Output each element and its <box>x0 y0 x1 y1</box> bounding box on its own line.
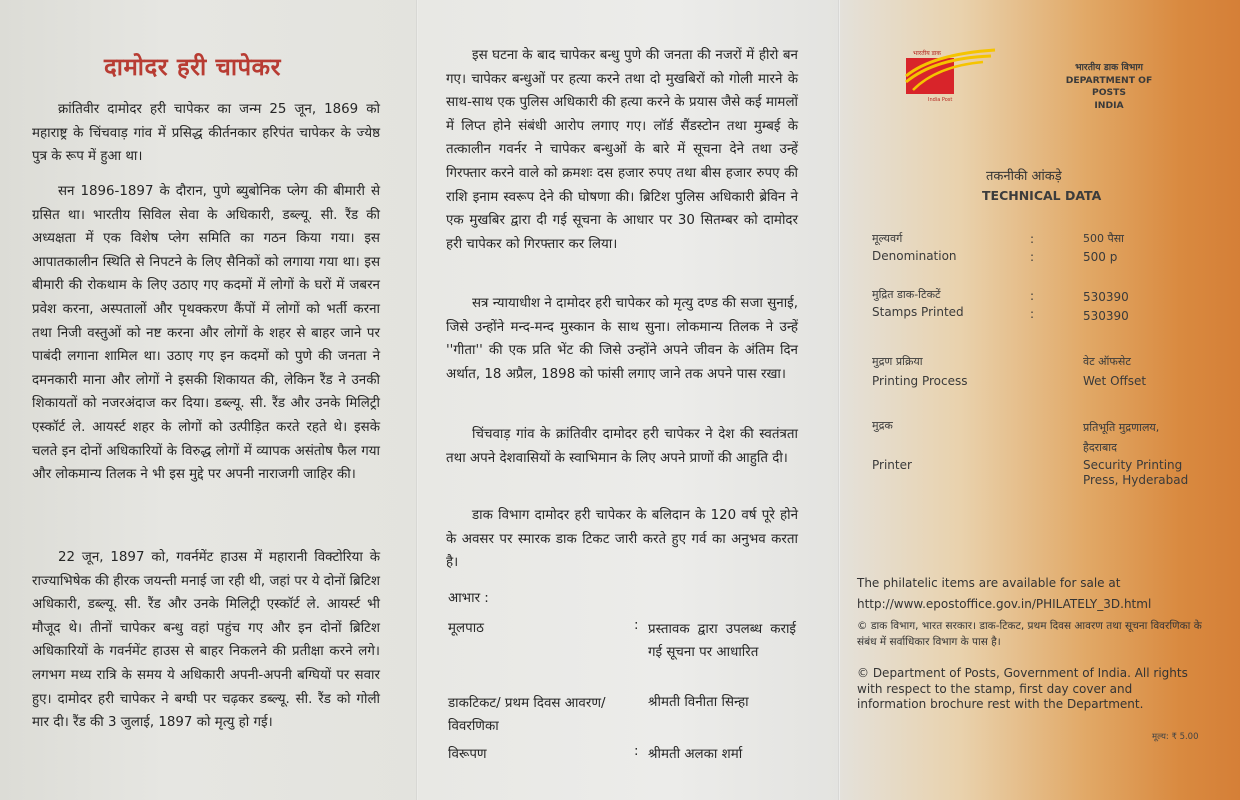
printing-process-label-hi: मुद्रण प्रक्रिया <box>872 355 923 368</box>
technical-data-heading-en: TECHNICAL DATA <box>982 188 1102 203</box>
india-post-logo <box>903 46 999 104</box>
middle-paragraph-3-text: चिंचवाड़ गांव के क्रांतिवीर दामोदर हरी चापेकर ने देश की स्वतंत्रता तथा अपने देशवासियों के स्वाभिमान के लिए अपने प्राणों की आहुति दी। <box>446 427 798 466</box>
printer-label: Printer <box>872 458 912 472</box>
left-paragraph-3 <box>32 546 380 735</box>
denomination-colon: : <box>1030 250 1035 264</box>
philately-url-link[interactable]: http://www.epostoffice.gov.in/PHILATELY_3D.html <box>857 597 1152 611</box>
middle-paragraph-4-text: डाक विभाग दामोदर हरी चापेकर के बलिदान के 120 वर्ष पूरे होने के अवसर पर स्मारक डाक टिकट जारी करते हुए गर्व का अनुभव करता है। <box>446 508 798 571</box>
stamps-printed-colon-hi: : <box>1030 289 1035 303</box>
middle-panel <box>418 0 840 800</box>
left-panel <box>0 0 418 800</box>
credit-value-cancellation: श्रीमती अलका शर्मा <box>648 747 743 762</box>
denomination-value: 500 p <box>1083 250 1118 264</box>
technical-data-heading-hi: तकनीकी आंकड़े <box>986 169 1062 184</box>
copyright-en: © Department of Posts, Government of India. All rights with respect to the stamp, first day cover and information brochure rest with the Department. <box>857 666 1188 711</box>
denomination-colon-hi: : <box>1030 232 1035 246</box>
printer-value: Security Printing Press, Hyderabad <box>1083 458 1189 487</box>
left-paragraph-2-text: सन 1896-1897 के दौरान, पुणे ब्युबोनिक प्लेग की बीमारी से ग्रसित था। भारतीय सिविल सेवा के अधिकारी, डब्ल्यू. सी. रैंड की अध्यक्षता में एक विशेष प्लेग समिति का गठन किया गया। इस आपातकालीन स्थिति से निपटने के लिए सैनिकों को लगाया गया था। इस बीमारी की रोकथाम के लिए उठाए गए कदमों में लोगों के घरों में जबरन प्रवेश करना, अस्पतालों और पृथक्करण कैंपों में लोगों को भर्ती करना तथा निजी वस्तुओं को नष्ट करना और लोगों के शहर से बाहर जाने पर पाबंदी लगाना शामिल था। उठाए गए इन कदमों को पुणे की जनता ने दमनकारी माना और लोगों ने इसकी शिकायत की, लेकिन रैंड ने उनकी शिकायतों को नजरअंदाज कर दिया। डब्ल्यू. सी. रैंड और उनके मिलिट्री एस्कॉर्ट ले. आयर्स्ट शहर के लोगों को उत्पीड़ित करते रहते थे। इसके चलते इन दोनों अधिकारियों के विरुद्ध लोगों में व्यापक असंतोष फैल गया और लोकमान्य तिलक ने भी इस मुद्दे पर अपनी नाराजगी जाहिर की। <box>32 184 380 483</box>
printing-process-label: Printing Process <box>872 374 968 388</box>
credit-label-text: मूलपाठ <box>448 621 484 636</box>
credit-colon-text: : <box>634 618 639 633</box>
stamps-printed-label-hi: मुद्रित डाक-टिकटें <box>872 288 941 301</box>
stamps-printed-value-hi: 530390 <box>1083 290 1129 304</box>
middle-paragraph-2 <box>446 292 798 386</box>
left-paragraph-1-text: क्रांतिवीर दामोदर हरी चापेकर का जन्म 25 जून, 1869 को महाराष्ट्र के चिंचवाड़ गांव में प्रसिद्ध कीर्तनकार हरिपंत चापेकर के ज्येष्ठ पुत्र के रूप में हुआ था। <box>32 102 380 165</box>
department-header <box>1054 62 1164 112</box>
middle-paragraph-1-text: इस घटना के बाद चापेकर बन्धु पुणे की जनता की नजरों में हीरो बन गए। चापेकर बन्धुओं पर हत्या करने तथा दो मुखबिरों को गोली मारने के साथ-साथ एक पुलिस अधिकारी की हत्या करने के प्रयास जैसे कई मामलों में लिप्त होने संबंधी आरोप लगाए गए। लॉर्ड सैंडस्टोन तथा मुम्बई के तत्कालीन गवर्नर ने चापेकर बन्धुओं के बारे में सूचना देने तथा उन्हें गिरफ्तार करने वाले को क्रमशः दस हजार रुपए तथा बीस हजार रुपए की राशि इनाम स्वरूप देने की घोषणा की। ब्रिटिश पुलिस अधिकारी ब्रेविन ने एक मुखबिर द्वारा दी गई सूचना के आधार पर 30 सितम्बर को दामोदर हरी चापेकर को गिरफ्तार कर लिया। <box>446 48 798 252</box>
credit-label-design: डाकटिकट/ प्रथम दिवस आवरण/ विवरणिका <box>448 696 606 734</box>
price-label: मूल्य: ₹ 5.00 <box>1152 732 1199 742</box>
ack-heading: आभार : <box>448 591 489 606</box>
credit-value-design: श्रीमती विनीता सिन्हा <box>648 695 749 710</box>
middle-paragraph-4 <box>446 504 798 575</box>
denomination-label: Denomination <box>872 249 957 263</box>
stamps-printed-label: Stamps Printed <box>872 305 964 319</box>
copyright-hi: © डाक विभाग, भारत सरकार। डाक-टिकट, प्रथम दिवस आवरण तथा सूचना विवरणिका के संबंध में सर्वाधिकार विभाग के पास है। <box>857 620 1202 648</box>
middle-paragraph-1 <box>446 44 798 256</box>
stamps-printed-value: 530390 <box>1083 309 1129 323</box>
left-paragraph-1 <box>32 98 380 169</box>
printer-label-hi: मुद्रक <box>872 419 893 432</box>
middle-paragraph-3 <box>446 423 798 470</box>
stamps-printed-colon: : <box>1030 307 1035 321</box>
sale-info: The philatelic items are available for sale at <box>857 576 1121 590</box>
printing-process-value-hi: वेट ऑफसेट <box>1083 355 1131 368</box>
credit-colon-cancellation: : <box>634 744 639 759</box>
credit-value-text: प्रस्तावक द्वारा उपलब्ध कराई गई सूचना पर आधारित <box>648 622 796 660</box>
denomination-value-hi: 500 पैसा <box>1083 232 1125 245</box>
printer-value-hi: प्रतिभूति मुद्रणालय, हैदराबाद <box>1083 421 1160 454</box>
logo-text-hi: भारतीय डाक <box>913 50 941 57</box>
left-paragraph-2 <box>32 180 380 487</box>
page-title: दामोदर हरी चापेकर <box>104 52 281 81</box>
dept-en: DEPARTMENT OF POSTS <box>1065 74 1153 98</box>
dept-country: INDIA <box>1094 99 1124 111</box>
left-paragraph-3-text: 22 जून, 1897 को, गवर्नमेंट हाउस में महारानी विक्टोरिया के राज्याभिषेक की हीरक जयन्ती मनाई जा रही थी, जहां पर ये दोनों ब्रिटिश अधिकारी, डब्ल्यू. सी. रैंड और उनके मिलिट्री एस्कॉर्ट ले. आयर्स्ट भी मौजूद थे। तीनों चापेकर बन्धु वहां पहुंच गए और इन दोनों ब्रिटिश अधिकारियों के गवर्नमेंट हाउस से बाहर निकलने की प्रतीक्षा करने लगे। लगभग मध्य रात्रि के समय ये अधिकारी अपनी-अपनी बग्घियों पर सवार हुए। दामोदर हरी चापेकर ने बग्घी पर चढ़कर डब्ल्यू. सी. रैंड को गोली मार दी। रैंड की 3 जुलाई, 1897 को मृत्यु हो गई। <box>32 550 380 731</box>
middle-paragraph-2-text: सत्र न्यायाधीश ने दामोदर हरी चापेकर को मृत्यु दण्ड की सजा सुनाई, जिसे उन्होंने मन्द-मन्द मुस्कान के साथ सुना। लोकमान्य तिलक ने उन्हें ''गीता'' की एक प्रति भेंट की जिसे उन्होंने अपने जीवन के अंतिम दिन अर्थात, 18 अप्रैल, 1898 को फांसी लगाए जाने तक अपने पास रखा। <box>446 296 798 382</box>
printing-process-value: Wet Offset <box>1083 374 1147 388</box>
right-panel <box>840 0 1240 800</box>
logo-text-en: India Post <box>928 97 953 103</box>
credit-label-cancellation: विरूपण <box>448 747 487 762</box>
dept-hi: भारतीय डाक विभाग <box>1075 62 1143 73</box>
denomination-label-hi: मूल्यवर्ग <box>872 232 903 245</box>
